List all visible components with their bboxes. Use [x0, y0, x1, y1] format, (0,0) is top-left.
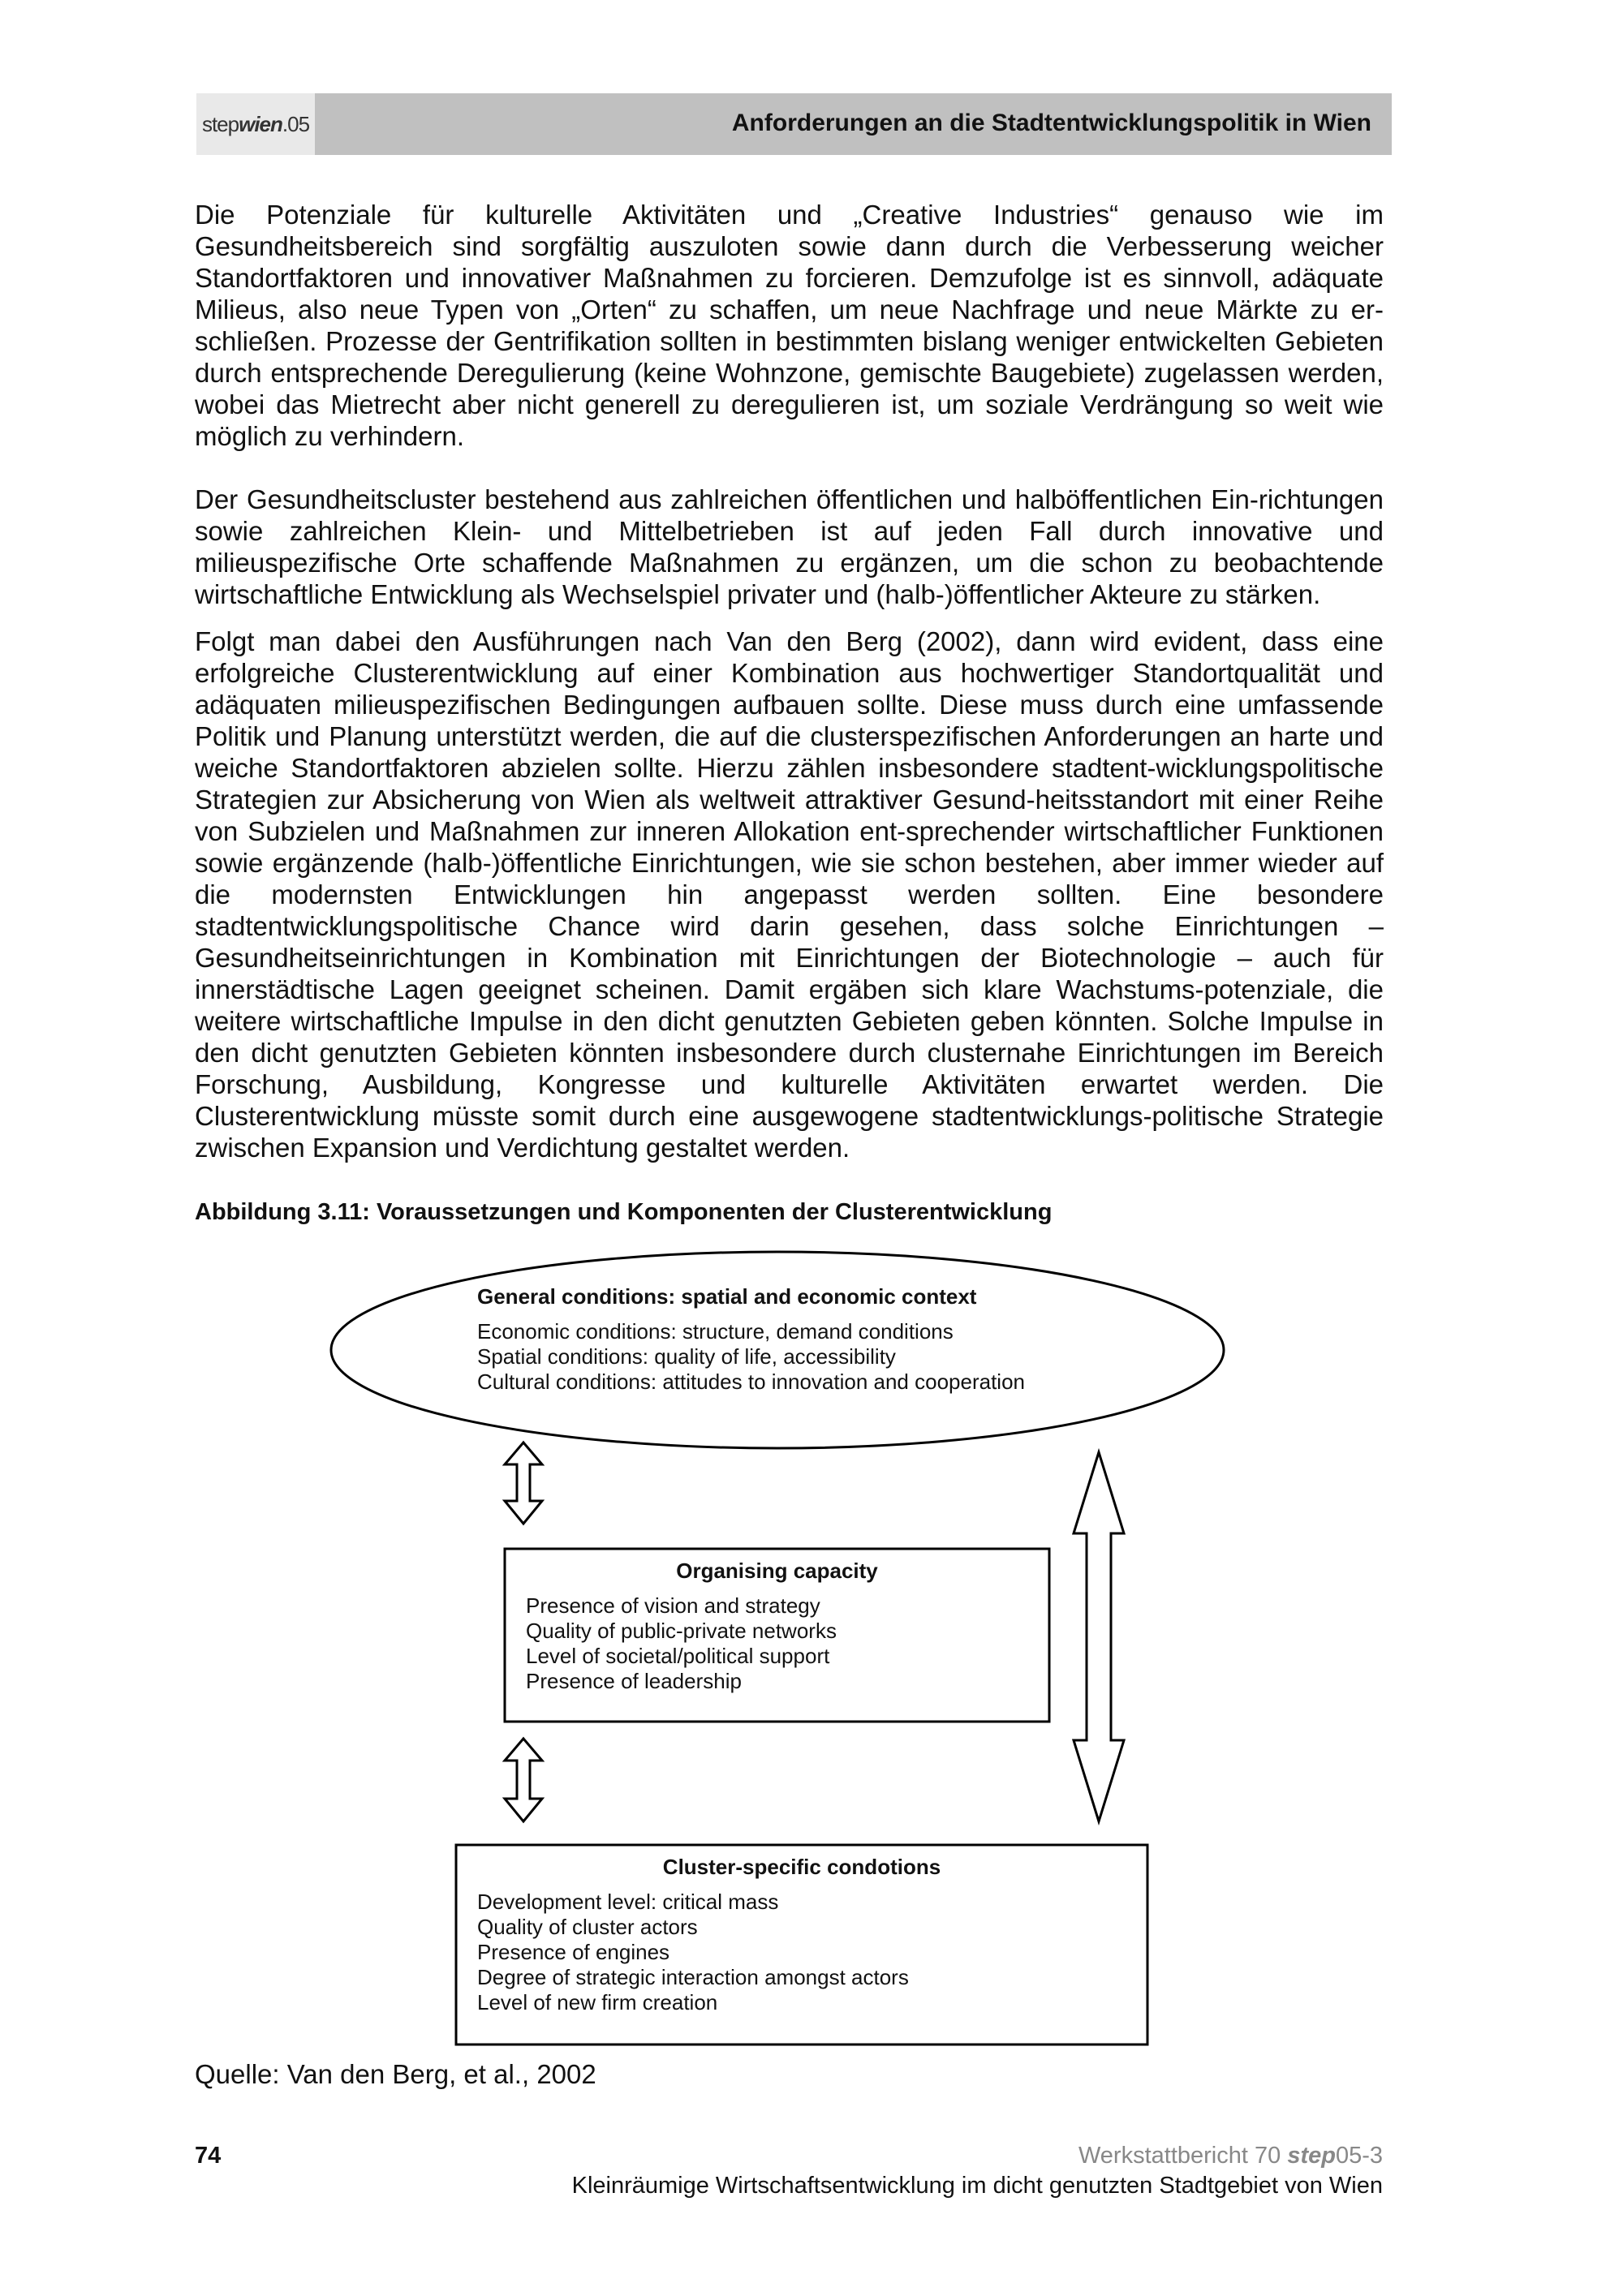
list-item: Cultural conditions: attitudes to innovation and cooperation: [477, 1369, 1025, 1394]
list-item: Presence of vision and strategy: [526, 1593, 820, 1618]
paragraph: Folgt man dabei den Ausführungen nach Van den Berg (2002), dann wird evident, dass eine erfolgreiche Clusterentwicklung auf einer Kombination aus hochwertiger Standortqualität und adäquaten milieuspezifischen Bedingungen aufbauen sollte. Diese muss durch eine umfassende Politik und Planung unterstützt werden, die auf die clusterspezifischen Anforderungen an harte und weiche Standortfaktoren abzielen sollte. Hierzu zählen insbesondere stadtent-wicklungspolitische Strategien zur Absicherung von Wien als weltweit attraktiver Gesund-heitsstandort mit einer Reihe von Subzielen und Maßnahmen zur inneren Allokation ent-sprechender wirtschaftlicher Funktionen sowie ergänzende (halb-)öffentliche Einrichtungen, wie sie schon bestehen, aber immer wieder auf die modernsten Entwicklungen hin angepasst werden sollten. Eine besondere stadtentwicklungspolitische Chance wird darin gesehen, dass solche Einrichtungen – Gesundheitseinrichtungen in Kombination mit Einrichtungen der Biotechnologie – auch für innerstädtische Lagen geeignet scheinen. Damit ergäben sich klare Wachstums-potenziale, die weitere wirtschaftliche Impulse in den dicht genutzten Gebieten geben könnten. Solche Impulse in den dicht genutzten Gebieten könnten insbesondere durch clusternahe Einrichtungen im Bereich Forschung, Ausbildung, Kongresse und kulturelle Aktivitäten erwartet werden. Die Clusterentwicklung müsste somit durch eine ausgewogene stadtentwicklungs-politische Strategie zwischen Expansion und Verdichtung gestaltet werden.: [195, 626, 1384, 1163]
header-title: Anforderungen an die Stadtentwicklungspolitik in Wien: [731, 110, 1371, 136]
organising-capacity-text: [505, 1559, 1049, 1694]
double-arrow-icon: [505, 1443, 542, 1524]
general-conditions-title: General conditions: spatial and economic context: [477, 1284, 977, 1309]
paragraph: Der Gesundheitscluster bestehend aus zahlreichen öffentlichen und halböffentlichen Ein-richtungen sowie zahlreichen Klein- und Mittelbetrieben ist auf jeden Fall durch innovative und milieuspezifische Orte schaffende Maßnahmen zu ergänzen, um die schon zu beobachtende wirtschaftliche Entwicklung als Wechselspiel privater und (halb-)öffentlicher Akteure zu stärken.: [195, 484, 1384, 609]
list-item: Quality of public-private networks: [526, 1619, 837, 1643]
logo-part: .05: [282, 111, 310, 136]
paragraph: Die Potenziale für kulturelle Aktivitäten und „Creative Industries“ genauso wie im Gesundheitsbereich sind sorgfältig auszuloten sowie dann durch die Verbesserung weicher Standortfaktoren und innovativer Maßnahmen zu forcieren. Demzufolge ist es sinnvoll, adäquate Milieus, also neue Typen von „Orten“ zu schaffen, um neue Nachfrage und neue Märkte zu er-schließen. Prozesse der Gentrifikation sollten in bestimmten bislang weniger entwickelten Gebieten durch entsprechende Deregulierung (keine Wohnzone, gemischte Baugebiete) zugelassen werden, wobei das Mietrecht aber nicht generell zu deregulieren ist, um soziale Verdrängung so weit wie möglich zu verhindern.: [195, 200, 1384, 451]
list-item: Level of societal/political support: [526, 1644, 830, 1668]
double-arrow-icon: [505, 1739, 542, 1821]
list-item: Quality of cluster actors: [477, 1915, 698, 1939]
logo-part: wien: [239, 111, 282, 136]
list-item: Spatial conditions: quality of life, accessibility: [477, 1344, 896, 1369]
list-item: Level of new firm creation: [477, 1990, 718, 2014]
general-conditions-text: [477, 1284, 1025, 1395]
figure-caption: Abbildung 3.11: Voraussetzungen und Komponenten der Clusterentwicklung: [195, 1199, 1053, 1225]
logo-part: step: [201, 111, 239, 136]
series-prefix: Werkstattbericht 70: [1078, 2143, 1288, 2169]
organising-capacity-title: Organising capacity: [676, 1559, 878, 1583]
series-bold: step: [1287, 2143, 1336, 2169]
footer-subtitle: Kleinräumige Wirtschaftsentwicklung im dicht genutzten Stadtgebiet von Wien: [571, 2173, 1383, 2199]
list-item: Economic conditions: structure, demand conditions: [477, 1319, 954, 1344]
list-item: Presence of engines: [477, 1940, 670, 1964]
figure-source: Quelle: Van den Berg, et al., 2002: [195, 2059, 596, 2089]
cluster-conditions-title: Cluster-specific condotions: [662, 1855, 941, 1879]
list-item: Degree of strategic interaction amongst actors: [477, 1965, 909, 1989]
long-double-arrow-icon: [1074, 1452, 1124, 1821]
cluster-conditions-text: [456, 1855, 1147, 2015]
list-item: Development level: critical mass: [477, 1890, 779, 1914]
page-number: 74: [195, 2143, 222, 2169]
series-suffix: 05-3: [1335, 2143, 1383, 2169]
list-item: Presence of leadership: [526, 1669, 742, 1693]
series-label: [1078, 2143, 1383, 2169]
